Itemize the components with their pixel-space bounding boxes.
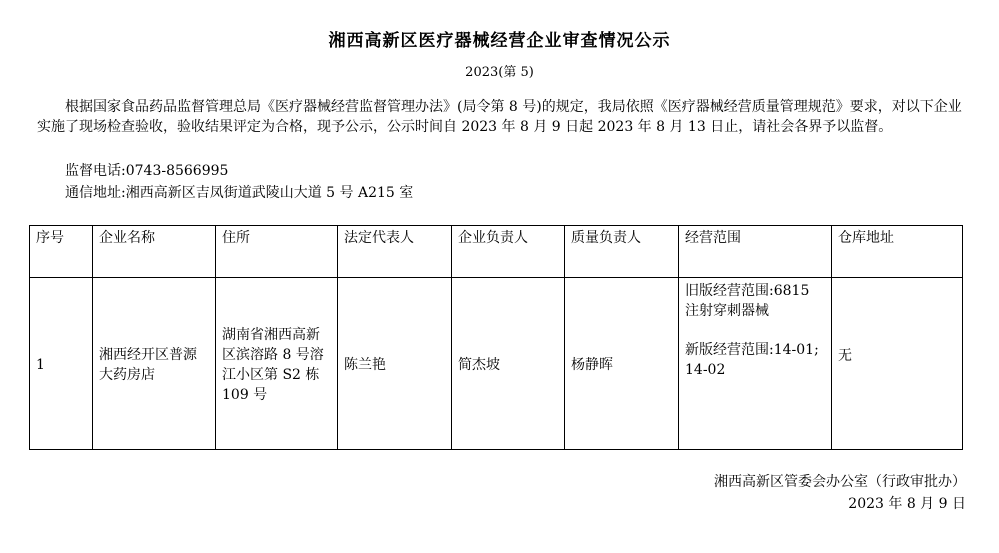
cell-scope: [679, 278, 832, 450]
table-header-row: [30, 226, 963, 278]
table-row: [30, 278, 963, 450]
warehouse-value: 无: [838, 348, 852, 364]
mailing-address: 通信地址:湘西高新区吉凤街道武陵山大道 5 号 A215 室: [65, 185, 414, 201]
issue-number: 2023(第 5): [465, 65, 534, 80]
cell-company: 湘西经开区普源大药房店: [93, 278, 216, 450]
cell-address: 湖南省湘西高新区滨溶路 8 号溶江小区第 S2 栋 109 号: [216, 278, 338, 450]
header-scope: 经营范围: [679, 226, 832, 278]
header-warehouse: 仓库地址: [832, 226, 963, 278]
cell-legal-rep: 陈兰艳: [338, 278, 452, 450]
enterprise-table: [29, 225, 963, 450]
header-legal-rep: 法定代表人: [338, 226, 452, 278]
cell-no: 1: [30, 278, 93, 450]
cell-warehouse: [832, 278, 963, 450]
supervision-phone: 监督电话:0743-8566995: [65, 163, 229, 179]
scope-new: 新版经营范围:14-01;14-02: [685, 342, 819, 378]
header-quality: 质量负责人: [565, 226, 679, 278]
issuing-office: 湘西高新区管委会办公室（行政审批办）: [714, 474, 966, 490]
cell-quality: 杨静晖: [565, 278, 679, 450]
header-no: 序号: [30, 226, 93, 278]
header-address: 住所: [216, 226, 338, 278]
header-company: 企业名称: [93, 226, 216, 278]
header-manager: 企业负责人: [452, 226, 565, 278]
scope-old: 旧版经营范围:6815 注射穿刺器械: [685, 283, 810, 319]
intro-paragraph: 根据国家食品药品监督管理总局《医疗器械经营监督管理办法》(局令第 8 号)的规定，我局依照《医疗器械经营质量管理规范》要求，对以下企业实施了现场检查验收，验收结果评定为合格，现予公示，公示时间自 2023 年 8 月 9 日起 2023 年 8 月 13 日止，请社会各界予以监督。: [37, 99, 962, 135]
page-title: 湘西高新区医疗器械经营企业审查情况公示: [328, 31, 671, 51]
cell-manager: 简杰坡: [452, 278, 565, 450]
issue-date: 2023 年 8 月 9 日: [848, 496, 966, 512]
